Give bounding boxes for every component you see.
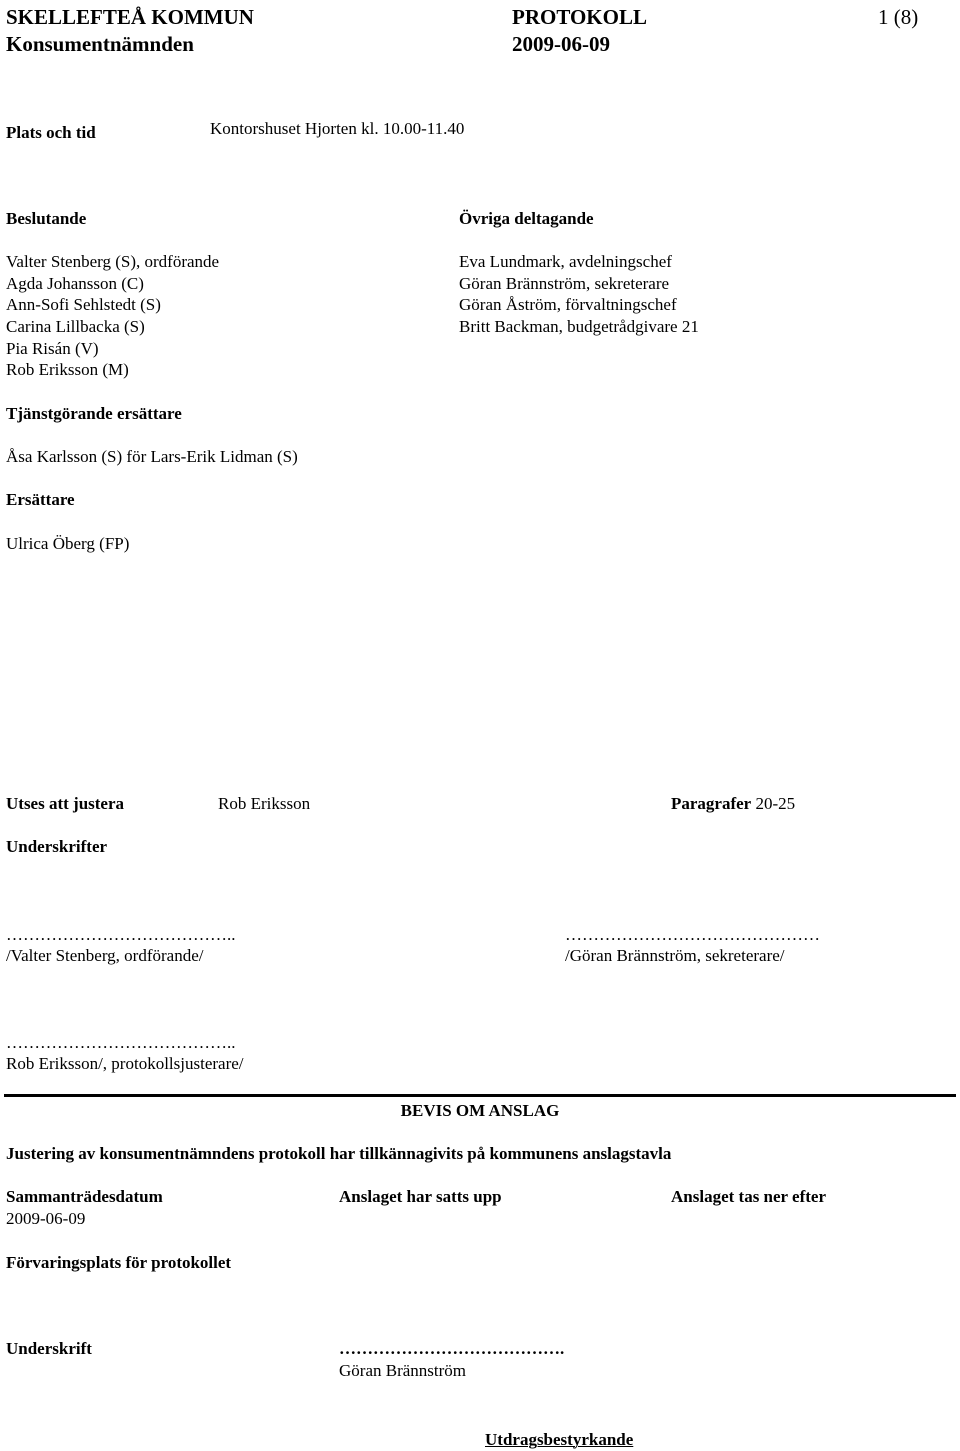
place-label: Plats och tid (6, 123, 96, 142)
substitutes-text: Ulrica Öberg (FP) (6, 534, 130, 553)
list-item: Valter Stenberg (S), ordförande (6, 252, 220, 271)
serving-substitutes-text: Åsa Karlsson (S) för Lars-Erik Lidman (S) (6, 447, 298, 466)
signature-name-adjuster: Rob Eriksson/, protokollsjusterare/ (6, 1054, 244, 1073)
list-item: Göran Brännström, sekreterare (459, 273, 670, 293)
notice-signature-line: …………………………………. (339, 1339, 565, 1358)
list-item: Britt Backman, budgetrådgivare 21 (459, 317, 699, 337)
removed-label: Anslaget tas ner efter (671, 1187, 827, 1206)
substitutes-heading: Ersättare (6, 490, 75, 509)
list-item: Carina Lillbacka (S) (6, 317, 145, 337)
signatures-heading: Underskrifter (6, 837, 108, 856)
signature-line-chair: ………………………………….. (6, 925, 236, 944)
section-divider (4, 1094, 956, 1097)
committee-name: Konsumentnämnden (6, 32, 194, 56)
signature-name-chair: /Valter Stenberg, ordförande/ (6, 946, 204, 965)
list-item: Pia Risán (V) (6, 338, 99, 358)
serving-substitutes-heading: Tjänstgörande ersättare (6, 404, 182, 423)
paragraphs-label: Paragrafer (671, 794, 752, 813)
list-item: Eva Lundmark, avdelningschef (459, 252, 672, 271)
notice-signature-name: Göran Brännström (339, 1361, 467, 1380)
paragraphs-value: 20-25 (755, 794, 796, 813)
adjuster-name: Rob Eriksson (218, 794, 311, 813)
signature-name-secretary: /Göran Brännström, sekreterare/ (565, 946, 785, 965)
org-name: SKELLEFTEÅ KOMMUN (6, 5, 254, 29)
list-item: Agda Johansson (C) (6, 273, 144, 293)
notice-statement: Justering av konsumentnämndens protokoll har tillkännagivits på kommunens anslagstavla (6, 1144, 672, 1163)
adjuster-label: Utses att justera (6, 794, 125, 813)
decision-makers-heading: Beslutande (6, 209, 87, 228)
other-participants-heading: Övriga deltagande (459, 209, 594, 228)
posted-label: Anslaget har satts upp (339, 1187, 502, 1206)
meeting-date-label: Sammanträdesdatum (6, 1187, 163, 1206)
meeting-date-value: 2009-06-09 (6, 1209, 86, 1228)
other-participants-list (459, 251, 699, 338)
list-item: Rob Eriksson (M) (6, 360, 129, 380)
document-type: PROTOKOLL (512, 5, 647, 29)
certification-label: Utdragsbestyrkande (485, 1430, 634, 1449)
signature-label: Underskrift (6, 1339, 92, 1358)
list-item: Ann-Sofi Sehlstedt (S) (6, 295, 161, 315)
document-date: 2009-06-09 (512, 32, 610, 56)
place-value: Kontorshuset Hjorten kl. 10.00-11.40 (210, 119, 465, 138)
notice-title: BEVIS OM ANSLAG (400, 1101, 560, 1120)
paragraphs (671, 793, 795, 815)
page-number: 1 (8) (878, 5, 919, 29)
list-item: Göran Åström, förvaltningschef (459, 295, 677, 315)
signature-line-secretary: ……………………………………… (565, 925, 820, 944)
decision-makers-list (6, 251, 219, 381)
storage-label: Förvaringsplats för protokollet (6, 1253, 232, 1272)
signature-line-adjuster: ………………………………….. (6, 1033, 236, 1052)
